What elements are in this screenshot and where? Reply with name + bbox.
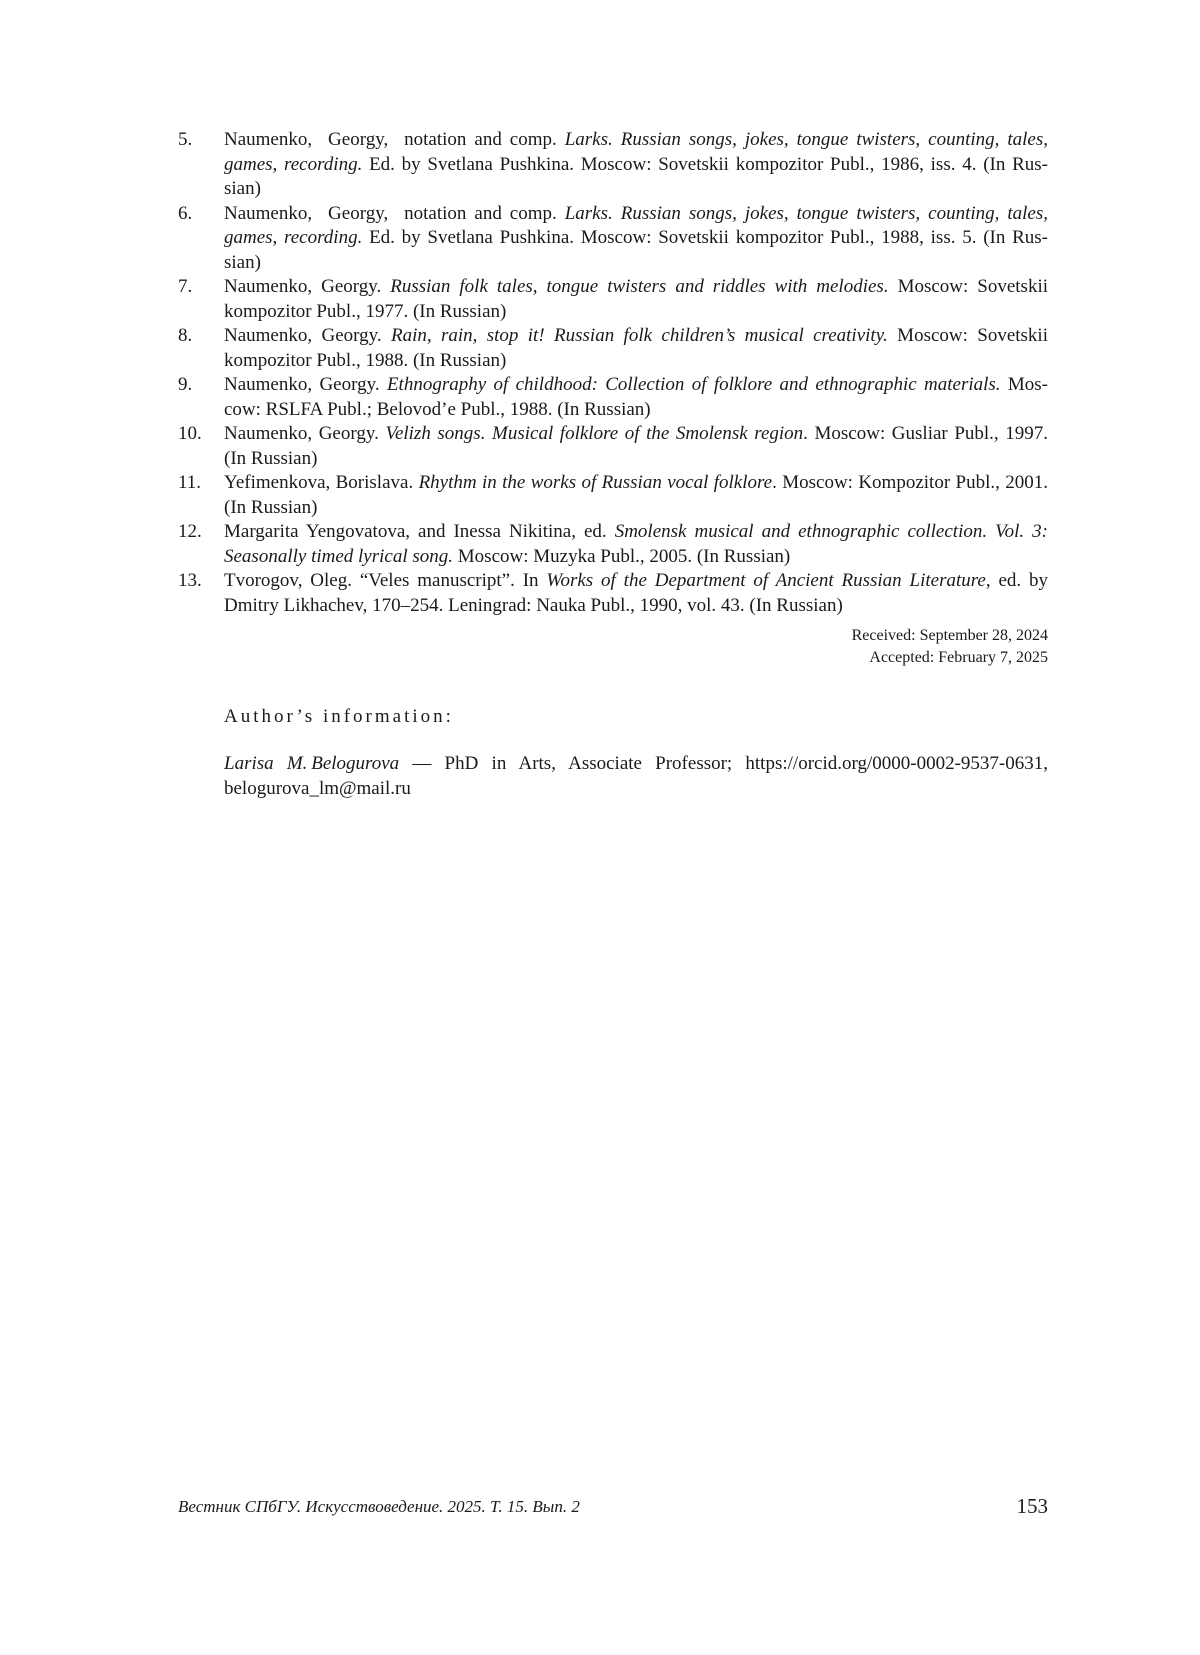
reference-text: Yefimenkova, Borislava. bbox=[224, 472, 419, 493]
reference-item bbox=[178, 275, 1048, 324]
author-name: Larisa M. Belogurova bbox=[224, 753, 400, 774]
reference-text: Naumenko, Georgy. bbox=[224, 325, 391, 346]
reference-number: 5. bbox=[178, 129, 193, 150]
reference-number: 7. bbox=[178, 276, 193, 297]
reference-number: 8. bbox=[178, 325, 193, 346]
reference-number: 9. bbox=[178, 374, 193, 395]
reference-item bbox=[178, 422, 1048, 471]
reference-text: Naumenko, Georgy. bbox=[224, 276, 391, 297]
reference-number: 12. bbox=[178, 521, 202, 542]
reference-title: Ethnography of childhood: Collection of folklore and ethnographic materials. bbox=[386, 374, 1001, 395]
reference-item bbox=[178, 373, 1048, 422]
reference-title: Works of the Department of Ancient Russian Literature bbox=[546, 570, 986, 591]
reference-list bbox=[178, 128, 1048, 618]
author-info-heading: Author’s information: bbox=[224, 706, 454, 727]
reference-item bbox=[178, 324, 1048, 373]
reference-number: 11. bbox=[178, 472, 202, 493]
reference-text: . Moscow: Kompozitor Publ., 2001. (In Russian) bbox=[224, 472, 1048, 518]
reference-title: Rhythm in the works of Russian vocal folklore bbox=[418, 472, 773, 493]
reference-number: 6. bbox=[178, 202, 193, 224]
reference-text: Margarita Yengovatova, and Inessa Nikitina, ed. bbox=[224, 521, 615, 542]
page-number: 153 bbox=[1016, 1494, 1048, 1518]
reference-item bbox=[178, 471, 1048, 520]
reference-text: . Moscow: Gusliar Publ., 1997. (In Russian) bbox=[224, 423, 1048, 469]
reference-text: Moscow: RSLFA Publ.; Belovod’e Publ., 1988. (In Russian) bbox=[224, 374, 1048, 420]
reference-number: 10. bbox=[178, 423, 202, 444]
author-details: — PhD in Arts, Associate Professor; https://orcid.org/0000-0002-9537-0631, belogurova_lm@mail.ru bbox=[224, 753, 1048, 799]
author-info bbox=[224, 752, 1048, 801]
article-dates bbox=[700, 625, 1048, 669]
reference-text: Naumenko, Georgy, notation and comp. bbox=[224, 129, 565, 150]
received-date: Received: September 28, 2024 bbox=[851, 627, 1048, 644]
reference-item bbox=[178, 128, 1048, 202]
reference-text: Tvorogov, Oleg. “Veles manuscript”. In bbox=[224, 570, 547, 591]
reference-text: Naumenko, Georgy. bbox=[224, 423, 386, 444]
reference-text: , ed. by Dmitry Likhachev, 170–254. Leningrad: Nauka Publ., 1990, vol. 43. (In Russian) bbox=[224, 570, 1049, 616]
reference-item bbox=[178, 520, 1048, 569]
reference-text: Naumenko, Georgy, notation and comp. bbox=[224, 202, 565, 224]
reference-title: Rain, rain, stop it! Russian folk children’s musical creativity. bbox=[390, 325, 888, 346]
accepted-date: Accepted: February 7, 2025 bbox=[869, 649, 1048, 666]
reference-text: Moscow: Sovetskii kompozitor Publ., 1977. (In Russian) bbox=[224, 276, 1049, 322]
reference-text: Moscow: Muzyka Publ., 2005. (In Russian) bbox=[453, 545, 791, 567]
reference-item bbox=[178, 569, 1048, 618]
reference-title: Larks. Russian songs, jokes, tongue twisters, counting, tales, games, recording. bbox=[224, 202, 1048, 248]
reference-text: Moscow: Sovetskii kompozitor Publ., 1988. (In Russian) bbox=[224, 325, 1048, 371]
journal-title: Вестник СПбГУ. Искусствоведение. 2025. Т. 15. Вып. 2 bbox=[178, 1497, 580, 1516]
reference-title: Smolensk musical and ethnographic collection. Vol. 3: Seasonally timed lyrical song. bbox=[224, 521, 1048, 567]
reference-number: 13. bbox=[178, 570, 202, 591]
reference-item bbox=[178, 202, 1048, 276]
reference-title: Larks. Russian songs, jokes, tongue twisters, counting, tales, games, recording. bbox=[224, 129, 1048, 175]
reference-title: Velizh songs. Musical folklore of the Smolensk region bbox=[385, 423, 804, 444]
reference-title: Russian folk tales, tongue twisters and riddles with melodies. bbox=[390, 276, 889, 297]
reference-text: Ed. by Svetlana Pushkina. Moscow: Sovetskii kompozitor Publ., 1986, iss. 4. (In Russian) bbox=[224, 153, 1048, 199]
page-footer bbox=[178, 1494, 1048, 1524]
reference-text: Naumenko, Georgy. bbox=[224, 374, 387, 395]
reference-text: Ed. by Svetlana Pushkina. Moscow: Sovetskii kompozitor Publ., 1988, iss. 5. (In Russian) bbox=[224, 227, 1048, 273]
